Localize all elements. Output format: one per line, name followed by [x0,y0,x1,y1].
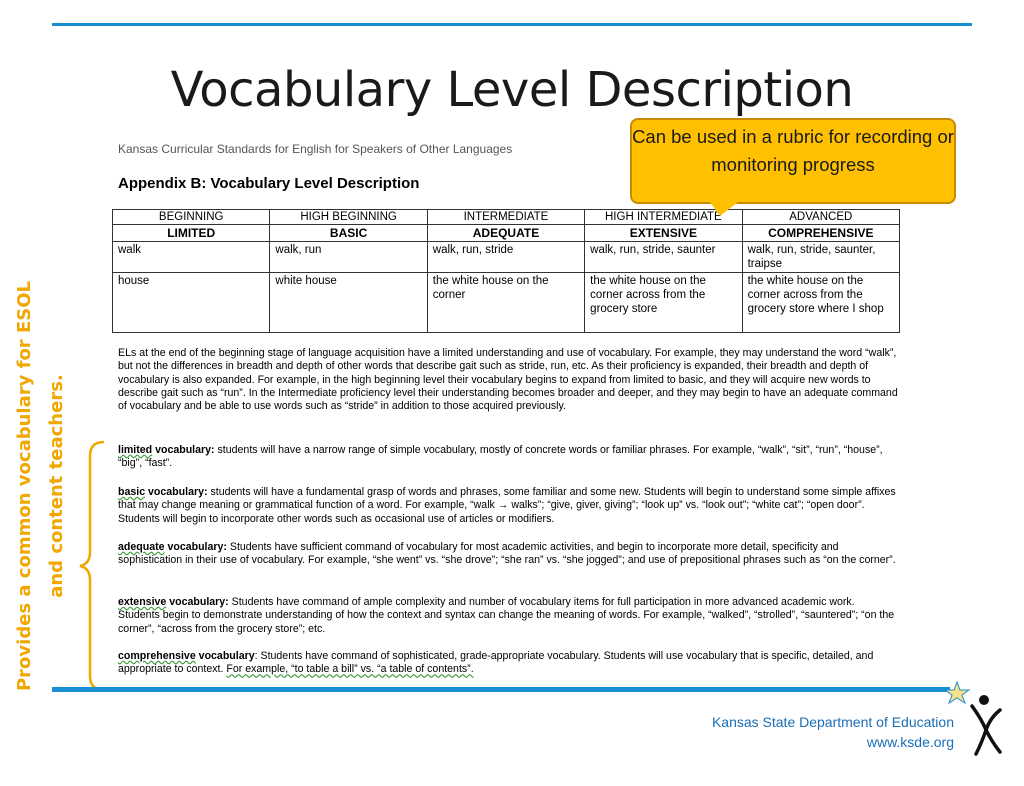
table-cell: the white house on the corner across from the grocery store where I shop [742,273,899,333]
level-header: ADVANCED [742,210,899,225]
definition-text: students will have a narrow range of simple vocabulary, mostly of concrete words or familiar phrases. For example, “walk”, “sit”, “run”, “house”, “big”, “fast”. [118,444,883,470]
definition-extensive [118,596,898,636]
table-cell: walk, run [270,242,427,273]
top-rule [52,23,972,26]
definition-term: adequate [118,541,165,553]
definition-limited [118,444,898,471]
level-label: EXTENSIVE [585,225,742,242]
level-label: ADEQUATE [427,225,584,242]
level-label: BASIC [270,225,427,242]
table-row [113,242,900,273]
callout-pointer [710,202,738,216]
level-header: HIGH BEGINNING [270,210,427,225]
table-row [113,273,900,333]
footer-org: Kansas State Department of Education [711,714,954,730]
bracket-icon [78,440,108,692]
bottom-rule [52,687,950,692]
table-cell: walk, run, stride [427,242,584,273]
ksde-logo-icon [942,680,1002,756]
table-cell: walk, run, stride, saunter, traipse [742,242,899,273]
definition-term: limited [118,444,153,456]
table-cell: white house [270,273,427,333]
definition-example: For example, “to table a bill” vs. “a table of contents”. [226,663,474,676]
footer-url[interactable]: www.ksde.org [866,734,954,750]
definition-term: comprehensive [118,650,196,662]
table-cell: the white house on the corner [427,273,584,333]
definition-suffix: vocabulary: [152,444,215,456]
level-header: BEGINNING [113,210,270,225]
definition-suffix: vocabulary: [145,486,208,498]
table-row-labels [113,225,900,242]
definition-term: extensive [118,596,167,608]
level-label: LIMITED [113,225,270,242]
definition-basic [118,486,898,526]
table-cell: house [113,273,270,333]
definition-suffix: vocabulary: [164,541,227,553]
level-label: COMPREHENSIVE [742,225,899,242]
definition-term: basic [118,486,146,498]
intro-paragraph: ELs at the end of the beginning stage of language acquisition have a limited understanding and use of vocabulary. For example, they may understand the word “walk”, but not the differences in breadth and depth of other words that describe gait such as stride, run, etc. As their proficiency is expanded, their breadth and depth of vocabulary is also expanded. For example, in the high beginning level their vocabulary begins to expand from limited to basic, and they will acquire new words to describe gait such as “run”. In the Intermediate proficiency level their understanding becomes broader and deeper, and they may begin to have an adequate command of vocabulary and be able to use words such as “stride” in addition to those acquired previously. [118,347,898,413]
table-cell: the white house on the corner across from the grocery store [585,273,742,333]
table-cell: walk [113,242,270,273]
callout-box: Can be used in a rubric for recording or monitoring progress [630,118,956,204]
slide-title: Vocabulary Level Description [170,62,854,118]
document-header: Kansas Curricular Standards for English for Speakers of Other Languages [118,142,513,156]
side-note [9,186,75,786]
appendix-title: Appendix B: Vocabulary Level Description [118,175,420,192]
definition-adequate [118,541,898,568]
definition-text: : Students have command of sophisticated, grade-appropriate vocabulary. Students will use vocabulary that is specific, detailed, and appropriate to context. [118,650,874,676]
side-note-line: and content teachers. [46,374,67,598]
definition-text: students will have a fundamental grasp of words and phrases, some familiar and some new. Students will begin to understand some simple affixes that may change meaning or grammatical function of a word. For example, “walk → walks”; “give, giver, giving”; “look up” vs. “look out”; “white cat”; “open door”. Students will begin to incorporate other words such as occasional use of articles or modifiers. [118,486,896,525]
document-excerpt [110,120,910,680]
definition-text: Students have sufficient command of vocabulary for most academic activities, and begin to incorporate more detail, specificity and sophistication in their use of vocabulary. For example, “she went” vs. “she drove”; “she ran” vs. “she jogged”; and use of prepositional phrases such as “on the corner”. [118,541,896,567]
definition-suffix: vocabulary: [166,596,229,608]
definition-suffix: vocabulary [195,650,255,662]
definition-comprehensive [118,650,898,677]
vocabulary-level-table [112,209,900,333]
side-note-line: Provides a common vocabulary for ESOL [14,281,35,692]
level-header: HIGH INTERMEDIATE [585,210,742,225]
level-header: INTERMEDIATE [427,210,584,225]
definition-text: Students have command of ample complexity and number of vocabulary items for full participation in more advanced academic work. Students begin to demonstrate understanding of how the context and syntax can change the meaning of words. For example, “walked”, “strolled”, “sauntered”; “on the corner”, “across from the grocery store”; etc. [118,596,895,635]
table-row-levels [113,210,900,225]
table-cell: walk, run, stride, saunter [585,242,742,273]
